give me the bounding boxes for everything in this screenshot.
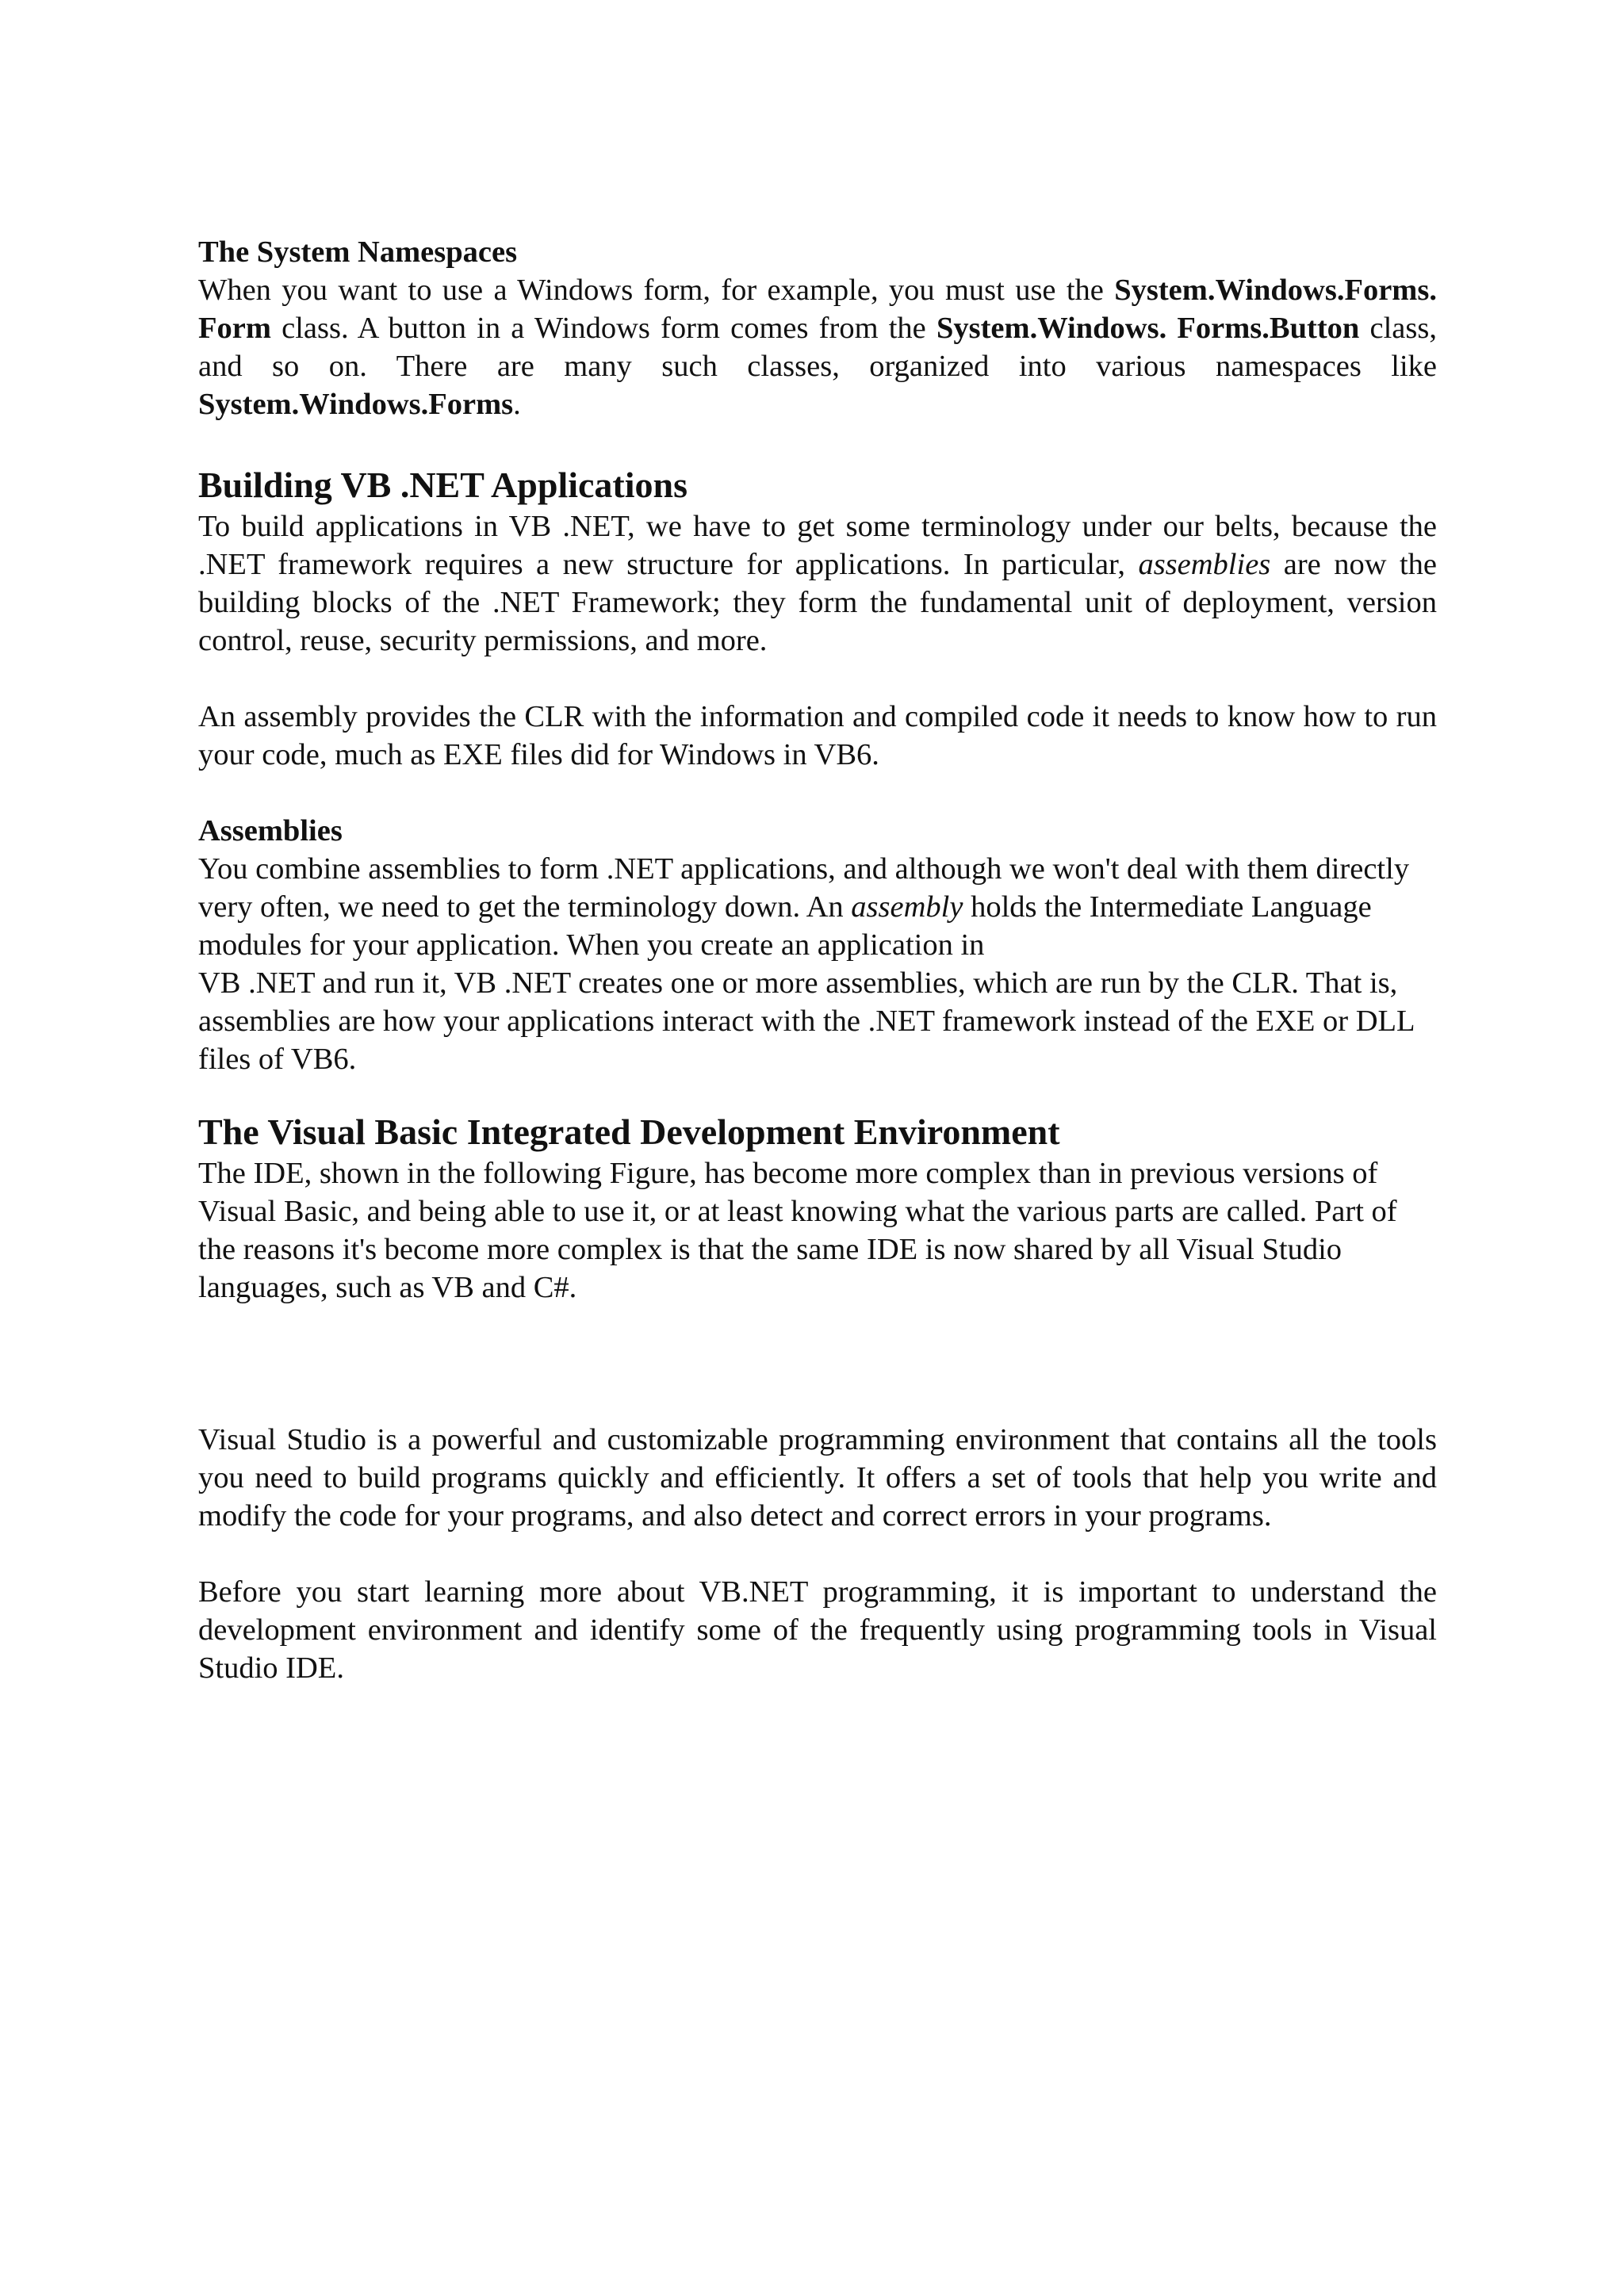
- paragraph-assembly-clr: An assembly provides the CLR with the information and compiled code it needs to know how to run your code, much as EXE files did for Windows in VB6.: [198, 700, 1437, 771]
- heading-system-namespaces: The System Namespaces: [198, 235, 518, 269]
- text-run: holds the Intermediate Language modules for your application. When you create an application in: [198, 890, 1372, 962]
- paragraph-ide: The IDE, shown in the following Figure, has become more complex than in previous versions of Visual Basic, and being able to use it, or at least knowing what the various parts are called. Part of the reasons it's become more complex is that the same IDE is now shared by all Visual Studio languages, such as VB and C#.: [198, 1157, 1397, 1304]
- spacer: [198, 1307, 1437, 1421]
- spacer: [198, 423, 1437, 463]
- spacer: [198, 1535, 1437, 1573]
- spacer: [198, 774, 1437, 812]
- text-run: are now the building blocks of the .NET Framework; they form the fundamental unit of deployment, version control, reuse, security permissions, and more.: [198, 548, 1437, 657]
- spacer: [198, 660, 1437, 698]
- text-run: When you want to use a Windows form, for example, you must use the: [198, 274, 1115, 307]
- italic-assembly: assembly: [851, 890, 963, 924]
- text-run: To build applications in VB .NET, we have to get some terminology under our belts, because the .NET framework requires a new structure for applications. In particular,: [198, 510, 1437, 581]
- heading-assemblies: Assemblies: [198, 814, 343, 848]
- italic-assemblies: assemblies: [1138, 548, 1271, 581]
- paragraph-assemblies: [198, 850, 1437, 1078]
- document-page: [198, 233, 1437, 1687]
- paragraph-building-apps: [198, 507, 1437, 660]
- bold-class-form: System.Windows.Forms. Form: [198, 274, 1437, 345]
- text-run: class. A button in a Windows form comes from the: [270, 312, 936, 345]
- text-run: You combine assemblies to form .NET applications, and although we won't deal with them directly very often, we need to get the terminology down. An: [198, 852, 1410, 924]
- text-run: class, and so on. There are many such classes, organized into various namespaces like: [198, 312, 1437, 383]
- heading-ide: The Visual Basic Integrated Development Environment: [198, 1112, 1060, 1152]
- paragraph-system-namespaces: [198, 271, 1437, 423]
- paragraph-before-you-start: Before you start learning more about VB.NET programming, it is important to understand the development environment and identify some of the frequently using programming tools in Visual Studio IDE.: [198, 1575, 1437, 1685]
- bold-namespace: System.Windows.Forms: [198, 388, 514, 421]
- paragraph-visual-studio: Visual Studio is a powerful and customizable programming environment that contains all the tools you need to build programs quickly and efficiently. It offers a set of tools that help you write and modify the code for your programs, and also detect and correct errors in your programs.: [198, 1423, 1437, 1533]
- heading-building-apps: Building VB .NET Applications: [198, 465, 688, 505]
- text-run: .: [513, 388, 521, 421]
- bold-class-button: System.Windows. Forms.Button: [936, 312, 1360, 345]
- spacer: [198, 1078, 1437, 1110]
- text-run: VB .NET and run it, VB .NET creates one or more assemblies, which are run by the CLR. That is, assemblies are how your applications interact with the .NET framework instead of the EXE or DLL files of VB6.: [198, 966, 1415, 1076]
